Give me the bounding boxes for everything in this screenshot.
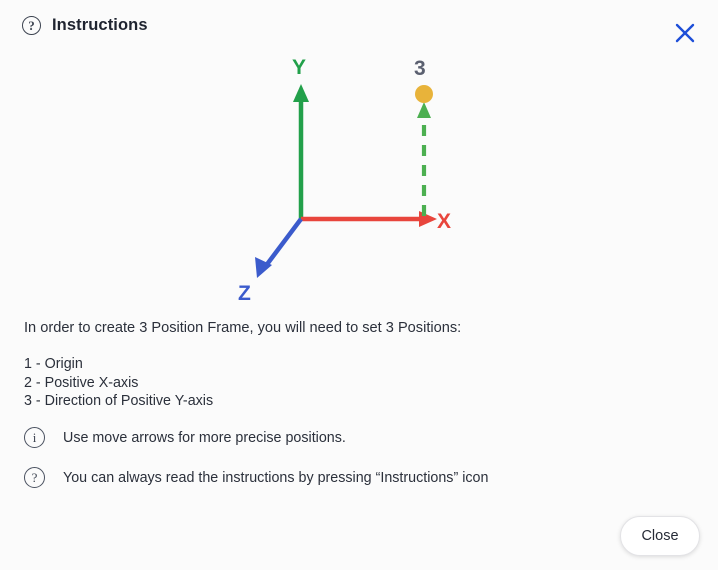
- close-x-icon[interactable]: [672, 20, 698, 46]
- close-button[interactable]: Close: [620, 516, 700, 556]
- z-axis-line: [265, 219, 301, 267]
- x-axis-arrowhead: [419, 211, 437, 227]
- instructions-intro: In order to create 3 Position Frame, you will need to set 3 Positions:: [24, 320, 462, 336]
- note-text: You can always read the instructions by pressing “Instructions” icon: [63, 469, 489, 486]
- step-item: 3 - Direction of Positive Y-axis: [24, 393, 214, 409]
- step-item: 2 - Positive X-axis: [24, 374, 139, 391]
- x-axis-label: X: [437, 210, 452, 233]
- dialog-header: [22, 16, 148, 35]
- info-circle-icon: i: [24, 427, 45, 448]
- page-title: Instructions: [52, 16, 148, 34]
- instructions-steps: [24, 355, 213, 411]
- step-item: 1 - Origin: [24, 356, 83, 372]
- question-mark-circle-icon: ?: [24, 467, 45, 488]
- note-move-arrows: [24, 427, 346, 448]
- direction-arrowhead: [417, 102, 431, 118]
- position-3-label: 3: [414, 57, 426, 80]
- y-axis-arrowhead: [293, 84, 309, 102]
- question-mark-circle-icon: ?: [22, 16, 41, 35]
- z-axis-label: Z: [238, 282, 251, 305]
- position-3-marker: [415, 85, 433, 103]
- note-instructions-icon: [24, 467, 488, 488]
- y-axis-label: Y: [292, 56, 307, 79]
- note-text: Use move arrows for more precise positions.: [63, 429, 346, 446]
- frame-axes-diagram: [0, 44, 718, 309]
